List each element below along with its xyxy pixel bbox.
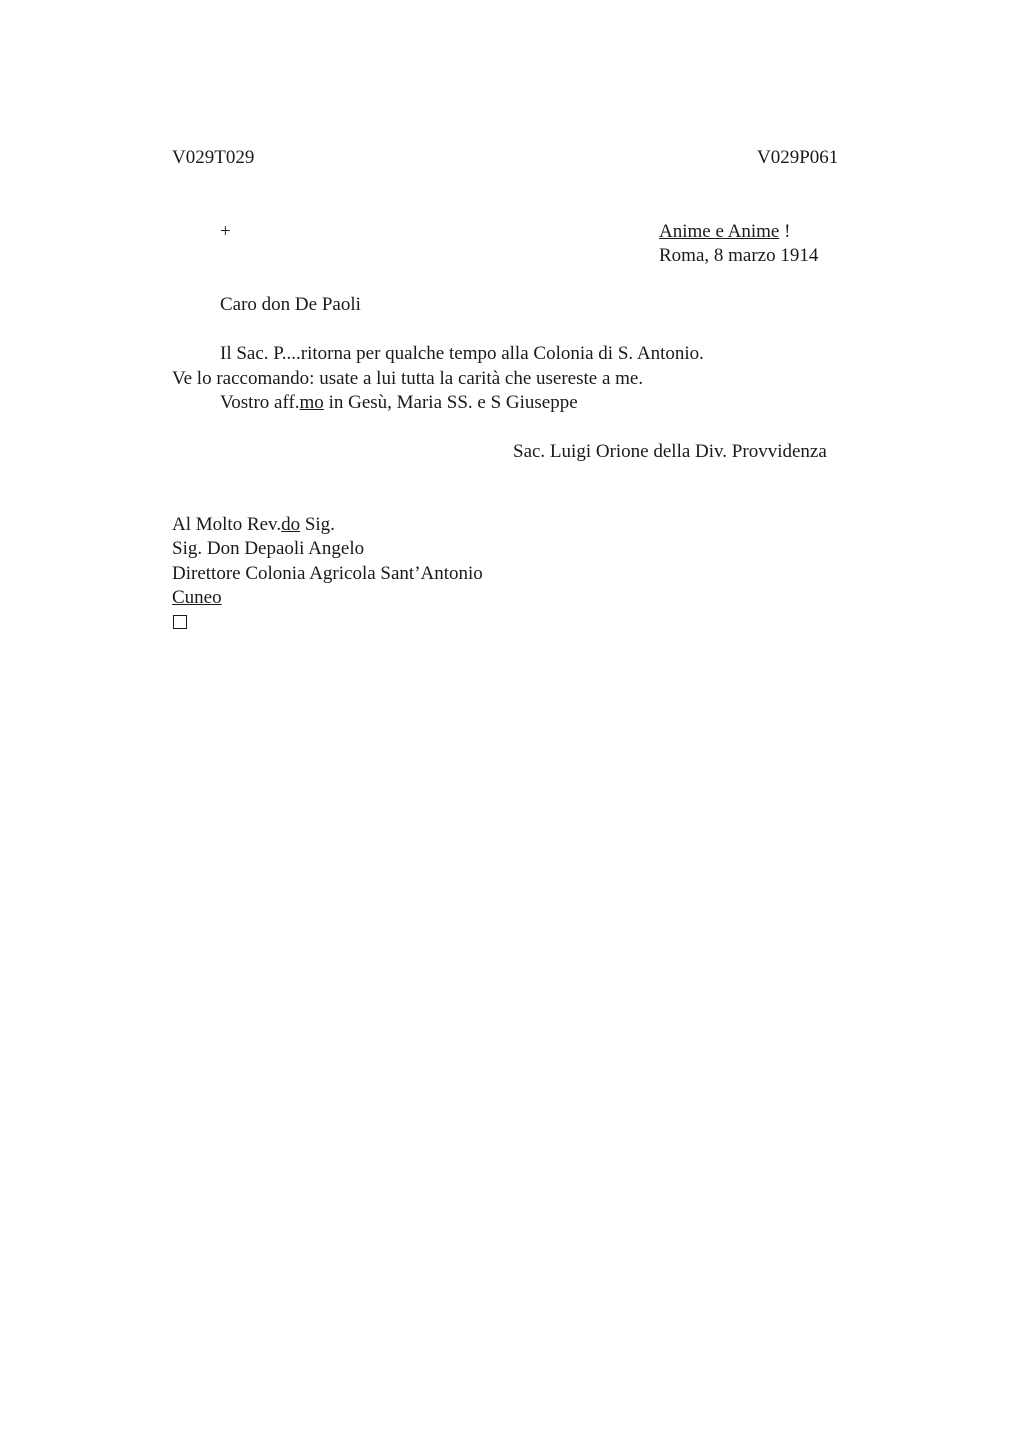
closing-prefix: Vostro aff.: [220, 392, 300, 413]
motto-suffix: !: [779, 221, 791, 242]
motto: [659, 220, 790, 244]
address-line-1-underlined: do: [281, 514, 301, 535]
address-line-3: Direttore Colonia Agricola Sant’Antonio: [172, 563, 483, 584]
address-line-1: [172, 513, 335, 537]
closing-suffix: in Gesù, Maria SS. e S Giuseppe: [323, 392, 578, 413]
body-line-1: Il Sac. P....ritorna per qualche tempo alla Colonia di S. Antonio.: [220, 343, 704, 364]
closing-underlined: mo: [299, 392, 324, 413]
cross-symbol: +: [220, 221, 231, 242]
address-city: Cuneo: [172, 587, 222, 608]
signature: Sac. Luigi Orione della Div. Provvidenza: [513, 441, 827, 462]
closing-line: [220, 391, 578, 415]
address-line-1-suffix: Sig.: [300, 514, 335, 535]
body-line-2: Ve lo raccomando: usate a lui tutta la carità che usereste a me.: [172, 368, 644, 389]
motto-underlined: Anime e Anime: [659, 221, 780, 242]
document-code-left: V029T029: [172, 147, 255, 168]
address-line-2: Sig. Don Depaoli Angelo: [172, 538, 365, 559]
place-date: Roma, 8 marzo 1914: [659, 245, 819, 266]
checkbox-square-icon: [173, 615, 187, 629]
address-line-1-prefix: Al Molto Rev.: [172, 514, 282, 535]
document-code-right: V029P061: [757, 147, 839, 168]
salutation: Caro don De Paoli: [220, 294, 361, 315]
